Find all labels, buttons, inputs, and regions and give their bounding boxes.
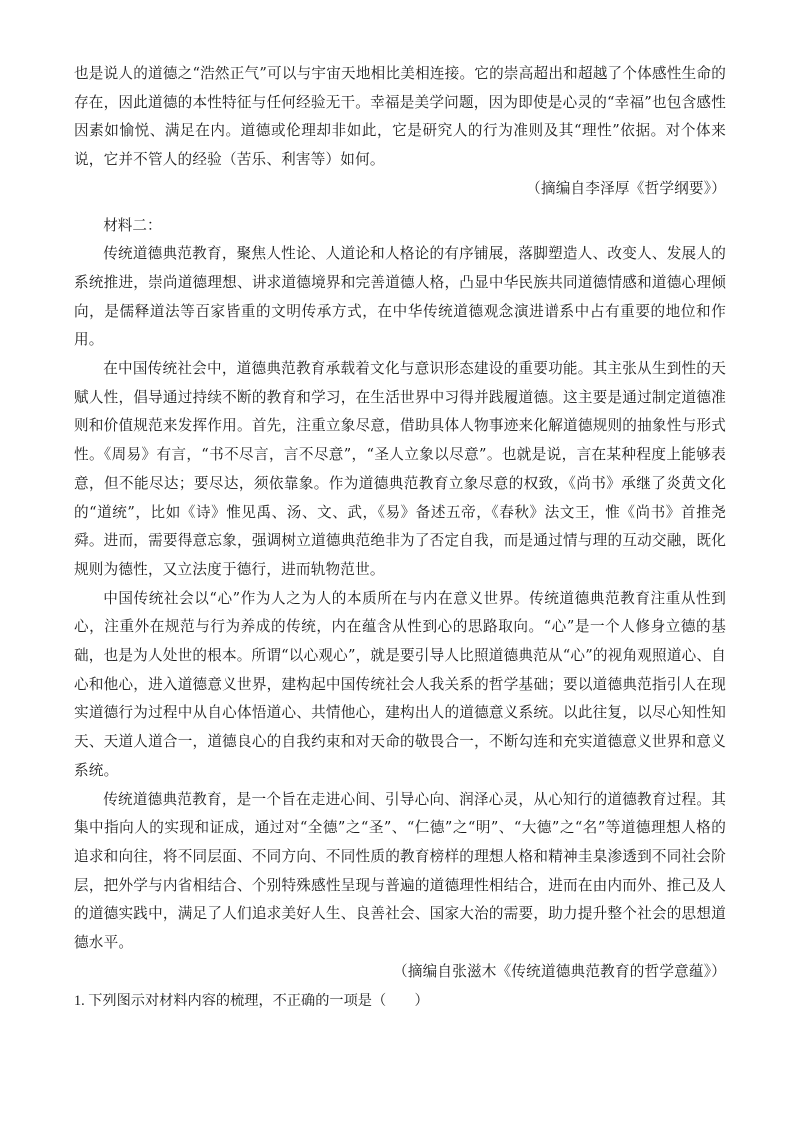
material-two-paragraph-4: 传统道德典范教育，是一个旨在走进心间、引导心向、润泽心灵，从心知行的道德教育过程。其集中指向人的实现和证成，通过对“全德”之“圣”、“仁德”之“明”、“大德”之“名”等道德理想人格的追求和向往，将不同层面、不同方向、不同性质的教育榜样的理想人格和精神圭臬渗透到不同社会阶层，把外学与内省相结合、个别特殊感性呈现与普遍的道德理性相结合，进而在由内而外、推己及人的道德实践中，满足了人们追求美好人生、良善社会、国家大治的需要，助力提升整个社会的思想道德水平。 bbox=[74, 790, 726, 952]
question-1-stem: 1. 下列图示对材料内容的梳理，不正确的一项是（ ） bbox=[74, 992, 429, 1009]
material-one-source: （摘编自李泽厚《哲学纲要》） bbox=[526, 179, 726, 197]
material-two-paragraph-3: 中国传统社会以“心”作为人之为人的本质所在与内在意义世界。传统道德典范教育注重从性到心，注重外在规范与行为养成的传统，内在蕴含从性到心的思路取向。“心”是一个人修身立德的基础，也是为人处世的根本。所谓“以心观心”，就是要引导人比照道德典范从“心”的视角观照道心、自心和他心，进入道德意义世界，建构起中国传统社会人我关系的哲学基础；要以道德典范指引人在现实道德行为过程中从自心体悟道心、共情他心，建构出人的道德意义系统。以此往复，以尽心知性知天、天道人道合一，道德良心的自我约束和对天命的敬畏合一，不断勾连和充实道德意义世界和意义系统。 bbox=[74, 589, 726, 779]
document-page bbox=[74, 60, 726, 1015]
material-two-source: （摘编自张滋木《传统道德典范教育的哲学意蕴》） bbox=[393, 962, 726, 980]
material-two-heading: 材料二： bbox=[103, 216, 162, 234]
material-one-tail-paragraph: 也是说人的道德之“浩然正气”可以与宇宙天地相比美相连接。它的崇高超出和超越了个体感性生命的存在，因此道德的本性特征与任何经验无干。幸福是美学问题，因为即使是心灵的“幸福”也包含感性因素如愉悦、满足在内。道德或伦理却非如此，它是研究人的行为准则及其“理性”依据。对个体来说，它并不管人的经验（苦乐、利害等）如何。 bbox=[74, 65, 726, 169]
section-gap bbox=[74, 204, 726, 212]
material-two-paragraph-1: 传统道德典范教育，聚焦人性论、人道论和人格论的有序铺展，落脚塑造人、改变人、发展人的系统推进，崇尚道德理想、讲求道德境界和完善道德人格，凸显中华民族共同道德情感和道德心理倾向，是儒释道法等百家皆重的文明传承方式，在中华传统道德观念演进谱系中占有重要的地位和作用。 bbox=[74, 245, 726, 349]
material-two-paragraph-2: 在中国传统社会中，道德典范教育承载着文化与意识形态建设的重要功能。其主张从生到性的天赋人性，倡导通过持续不断的教育和学习，在生活世界中习得并践履道德。这主要是通过制定道德准则和价值规范来发挥作用。首先，注重立象尽意，借助具体人物事迹来化解道德规则的抽象性与形式性。《周易》有言，“书不尽言，言不尽意”，“圣人立象以尽意”。也就是说，言在某种程度上能够表意，但不能尽达；要尽达，须依靠象。作为道德典范教育立象尽意的权致，《尚书》承继了炎黄文化的“道统”，比如《诗》惟见禹、汤、文、武，《易》备述五帝，《春秋》法文王，惟《尚书》首推尧舜。进而，需要得意忘象，强调树立道德典范绝非为了否定自我，而是通过情与理的互动交融，既化规则为德性，又立法度于德行，进而轨物范世。 bbox=[74, 360, 726, 578]
